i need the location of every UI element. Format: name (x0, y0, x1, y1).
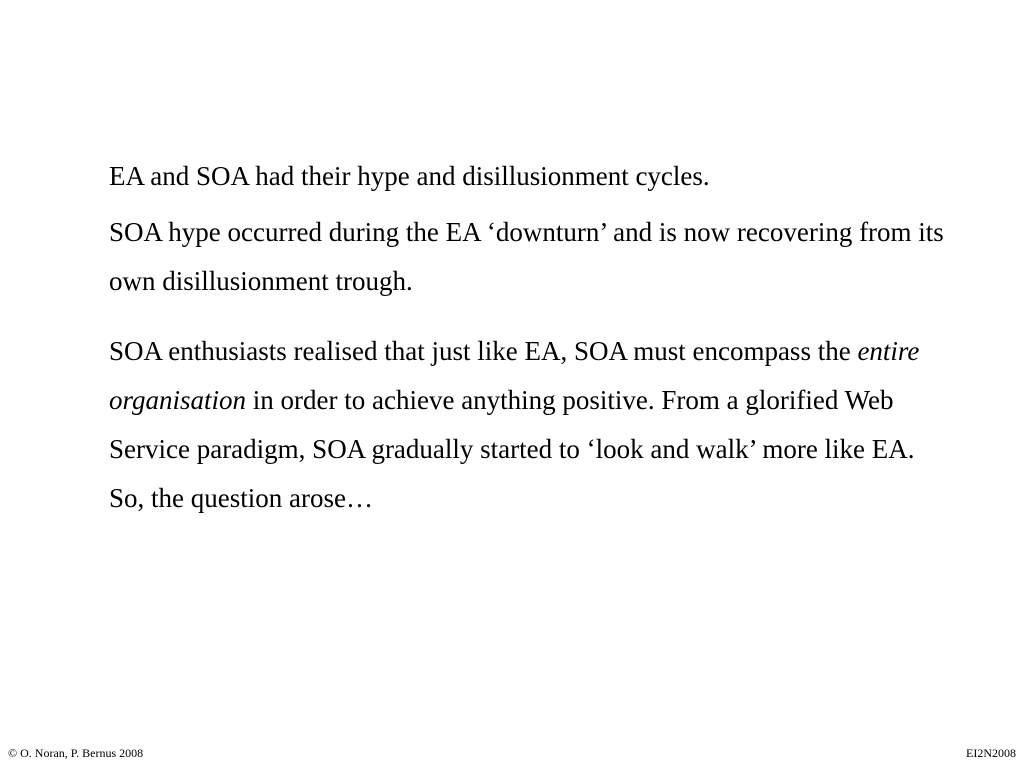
paragraph-soa-enthusiasts (109, 327, 949, 523)
emphasis-entire-organisation: entire organisation (109, 336, 920, 415)
paragraph-hype-cycles: EA and SOA had their hype and disillusionment cycles. (109, 161, 710, 191)
paragraph-text-after-emphasis: in order to achieve anything positive. From a glorified Web Service paradigm, SOA gradually started to ‘look and walk’ more like EA. So, the question arose… (109, 385, 915, 513)
paragraph-soa-hype: SOA hype occurred during the EA ‘downturn’ and is now recovering from its own disillusionment trough. (109, 217, 944, 296)
footer-event-code: EI2N2008 (966, 746, 1016, 760)
footer-copyright: © O. Noran, P. Bernus 2008 (8, 746, 144, 760)
paragraph-text-before-emphasis: SOA enthusiasts realised that just like EA, SOA must encompass the (109, 336, 858, 366)
slide-body (109, 152, 949, 523)
